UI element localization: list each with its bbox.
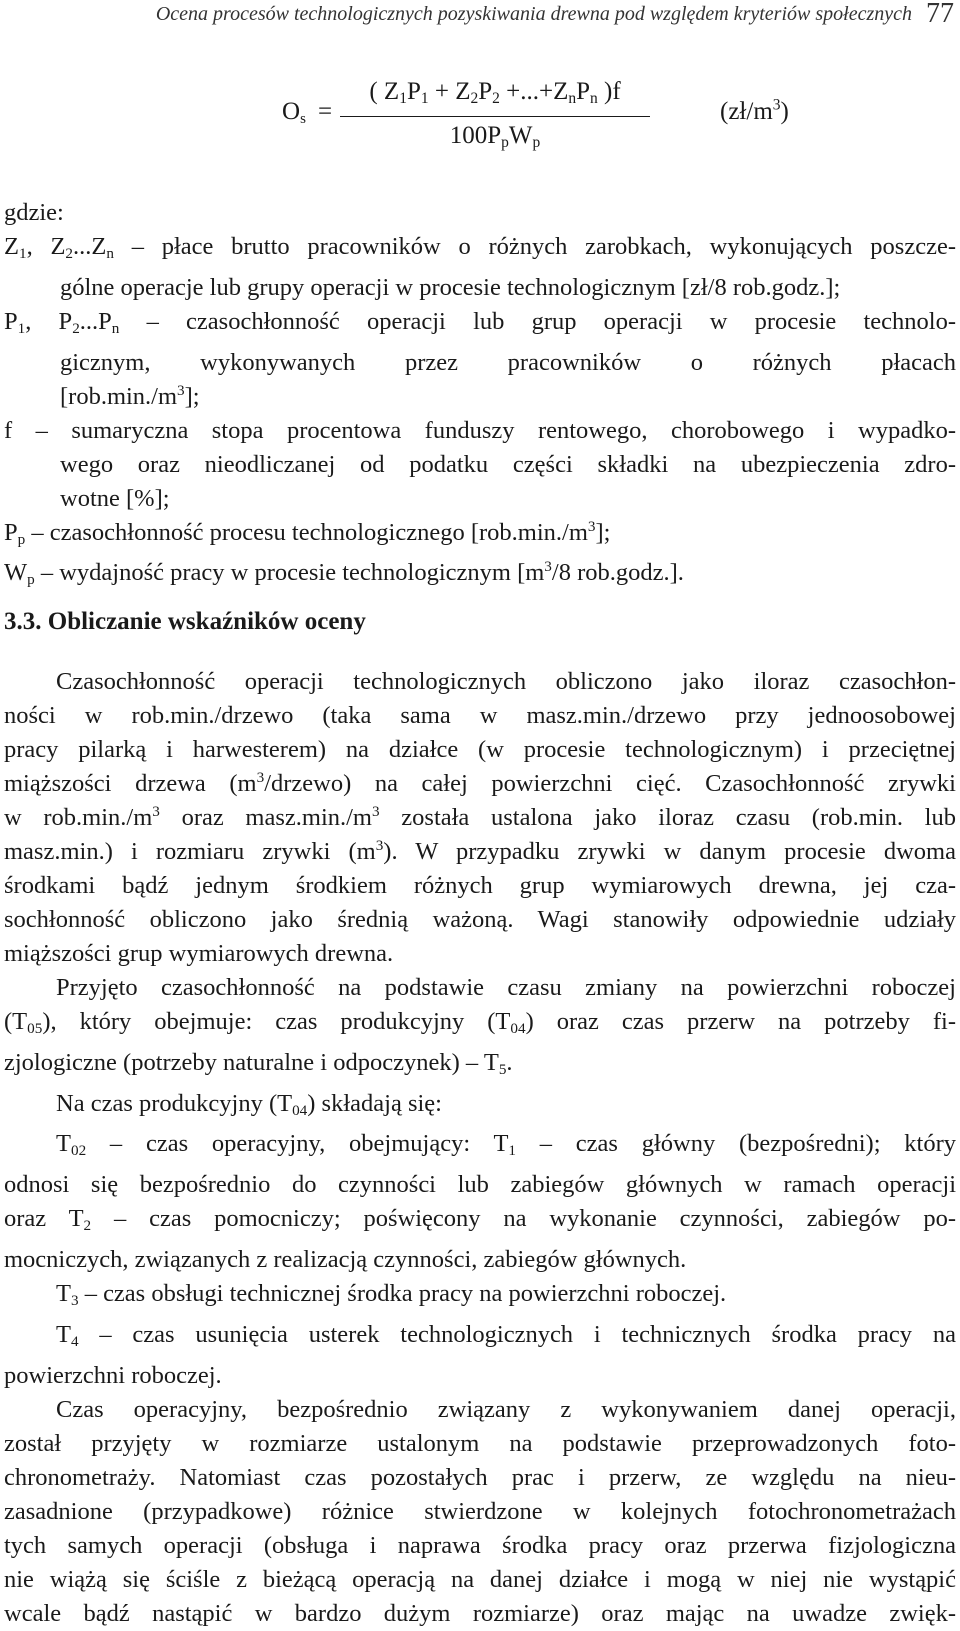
paragraph-line: $T_{02}$ – czas operacyjny, obejmujący: $T_1$ – czas główny (bezpośredni); który — [56, 1130, 956, 1160]
page-number: 77 — [926, 0, 954, 29]
paragraph-line: masz.min.) i rozmiaru zrywki $(m^3)$. W przypadku zrywki w danym procesie dwoma — [4, 836, 956, 865]
paragraph-line: w $rob.\min./m^3$ oraz $masz.\min./m^3$ została ustalona jako iloraz czasu (rob.min. lub — [4, 802, 956, 831]
definition-p: $P_1$, $P_2...P_n$ – czasochłonność operacji lub grup operacji w procesie technolo- — [4, 307, 956, 337]
paragraph-line: $T_4$ – czas usunięcia usterek technologicznych i technicznych środka pracy na — [56, 1320, 956, 1350]
definition-z: $Z_1$, $Z_2...Z_n$ – płace brutto pracowników o różnych zarobkach, wykonujących poszcze- — [4, 233, 956, 262]
definition-wp: $W_p$ – wydajność pracy w procesie technologicznym [$m^3/8$ rob.godz.]. — [4, 558, 684, 589]
formula-equals: = — [318, 98, 333, 125]
paragraph-line: mocniczych, związanych z realizacją czynności, zabiegów głównych. — [4, 1245, 687, 1273]
definition-f: f – sumaryczna stopa procentowa funduszy rentowego, chorobowego i wypadko- — [4, 416, 956, 444]
paragraph-line: Czas operacyjny, bezpośrednio związany z wykonywaniem danej operacji, — [56, 1395, 956, 1423]
running-title: Ocena procesów technologicznych pozyskiwania drewna pod względem kryteriów społecznych — [155, 3, 912, 25]
paragraph-line: ności w rob.min./drzewo (taka sama w masz.min./drzewo przy jednoosobowej — [4, 702, 956, 729]
paragraph-line: oraz $T_2$ – czas pomocniczy; poświęcony na wykonanie czynności, zabiegów po- — [4, 1205, 956, 1234]
formula-unit: $(zł/m^3)$ — [720, 96, 789, 125]
formula-lhs: $O_s$ — [282, 98, 306, 127]
formula-denominator: $100P_pW_p$ — [449, 122, 541, 151]
paragraph-line: powierzchni roboczej. — [4, 1361, 222, 1389]
running-header — [0, 0, 960, 30]
section-heading: 3.3. Obliczanie wskaźników oceny — [4, 608, 366, 635]
definition-f-cont: wego oraz nieodliczanej od podatku części składki na ubezpieczenia zdro- — [60, 450, 956, 478]
paragraph-line: Na czas produkcyjny $(T_{04})$ składają się: — [56, 1089, 442, 1119]
paragraph-line: środkami bądź jednym środkiem różnych grup wymiarowych drewna, jej cza- — [4, 872, 956, 899]
paragraph-line: $T_3$ – czas obsługi technicznej środka pracy na powierzchni roboczej. — [56, 1279, 727, 1309]
paragraph-line: Czasochłonność operacji technologicznych obliczono jako iloraz czasochłon- — [56, 668, 956, 695]
formula-numerator: ( $Z_1P_1 + Z_2P_2 +...+Z_nP_n$ )f — [369, 78, 621, 107]
paragraph-line: miąższości grup wymiarowych drewna. — [4, 940, 394, 967]
paragraph-line: odnosi się bezpośrednio do czynności lub zabiegów głównych w ramach operacji — [4, 1171, 956, 1199]
definition-z-cont: gólne operacje lub grupy operacji w procesie technologicznym [zł/8 rob.godz.]; — [60, 273, 841, 301]
paragraph-line: nie wiążą się ściśle z bieżącą operacją na danej działce i mogą w niej nie wystąpić — [4, 1565, 956, 1593]
paragraph-line: sochłonność obliczono jako średnią ważoną. Wagi stanowiły odpowiednie udziały — [4, 906, 956, 933]
paragraph-line: Przyjęto czasochłonność na podstawie czasu zmiany na powierzchni roboczej — [56, 974, 956, 1001]
definition-p-cont: gicznym, wykonywanych przez pracowników o różnych płacach — [60, 348, 956, 376]
paragraph-line: został przyjęty w rozmiarze ustalonym na podstawie przeprowadzonych foto- — [4, 1429, 956, 1457]
paragraph-line: tych samych operacji (obsługa i naprawa środka pracy oraz przerwa fizjologiczna — [4, 1531, 956, 1559]
paragraph-line: chronometraży. Natomiast czas pozostałych prac i przerw, ze względu na nieu- — [4, 1463, 956, 1491]
fraction-bar — [340, 116, 650, 117]
paragraph-line: zjologiczne (potrzeby naturalne i odpoczynek) – $T_5$. — [4, 1048, 513, 1078]
paragraph-line: miąższości drzewa $(m^3/drzewo)$ na całej powierzchni cięć. Czasochłonność zrywki — [4, 768, 956, 797]
paragraph-line: wcale bądź nastąpić w bardzo dużym rozmiarze) oraz mając na uwadze zwięk- — [4, 1599, 956, 1627]
definitions-list — [4, 196, 956, 597]
cost-formula — [0, 78, 960, 168]
paragraph-line: pracy pilarką i harwesterem) na działce (w procesie technologicznym) i przeciętnej — [4, 736, 956, 763]
definition-f-end: wotne [%]; — [60, 484, 170, 512]
definition-pp: $P_p$ – czasochłonność procesu technologicznego $[rob.\min./m^3]$; — [4, 517, 611, 548]
definition-p-unit: $[rob.\min./m^3]$; — [60, 381, 200, 410]
paragraph-line: zasadnione (przypadkowe) różnice stwierdzone w kolejnych fotochronometrażach — [4, 1497, 956, 1525]
body-text — [4, 665, 956, 1631]
paragraph-line: $(T_{05})$, który obejmuje: czas produkcyjny $(T_{04})$ oraz czas przerw na potrzeby fi- — [4, 1008, 956, 1037]
definitions-intro: gdzie: — [4, 199, 64, 226]
